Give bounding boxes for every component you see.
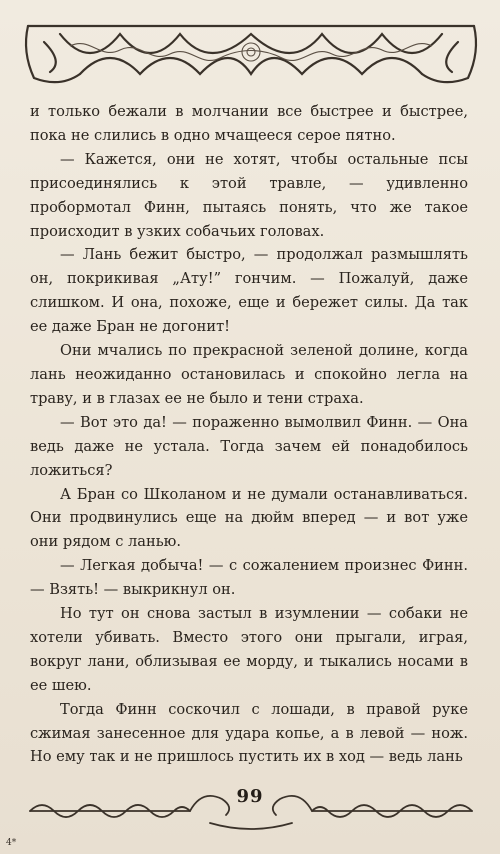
- page-number: 99: [236, 786, 264, 807]
- paragraph: Они мчались по прекрасной зеленой долине, когда лань неожиданно остановилась и спокойно легла на траву, и в глазах ее не было и тени страха.: [30, 342, 468, 407]
- paragraph: и только бежали в молчании все быстрее и быстрее, пока не слились в одно мчащееся серое пятно.: [30, 103, 468, 144]
- paragraph: Но тут он снова застыл в изумлении — собаки не хотели убивать. Вместо этого они прыгали, играя, вокруг лани, облизывая ее морду, и тыкались носами в ее шею.: [30, 605, 468, 694]
- paragraph: А Бран со Школаном и не думали останавливаться. Они продвинулись еще на дюйм вперед — и вот уже они рядом с ланью.: [30, 485, 468, 551]
- signature-mark: 4*: [6, 838, 17, 848]
- paragraph: — Кажется, они не хотят, чтобы остальные псы присоединялись к этой травле, — удивленно пробормотал Финн, пытаясь понять, что же такое происходит в узких собачьих головах.: [30, 150, 468, 240]
- paragraph: — Легкая добыча! — с сожалением произнес Финн. — Взять! — выкрикнул он.: [30, 557, 468, 599]
- celtic-knot-header-ornament: [20, 12, 482, 92]
- body-text: [30, 100, 468, 780]
- paragraph: — Вот это да! — пораженно вымолвил Финн. — Она ведь даже не устала. Тогда зачем ей понадобилось ложиться?: [30, 413, 468, 479]
- paragraph: Тогда Финн соскочил с лошади, в правой руке сжимая занесенное для удара копье, а в левой — нож. Но ему так и не пришлось пустить их в ход — ведь лань: [30, 700, 468, 766]
- paragraph: — Лань бежит быстро, — продолжал размышлять он, покрикивая „Ату!” гончим. — Пожалуй, даже слишком. И она, похоже, еще и бережет силы. Да так ее даже Бран не догонит!: [30, 246, 468, 336]
